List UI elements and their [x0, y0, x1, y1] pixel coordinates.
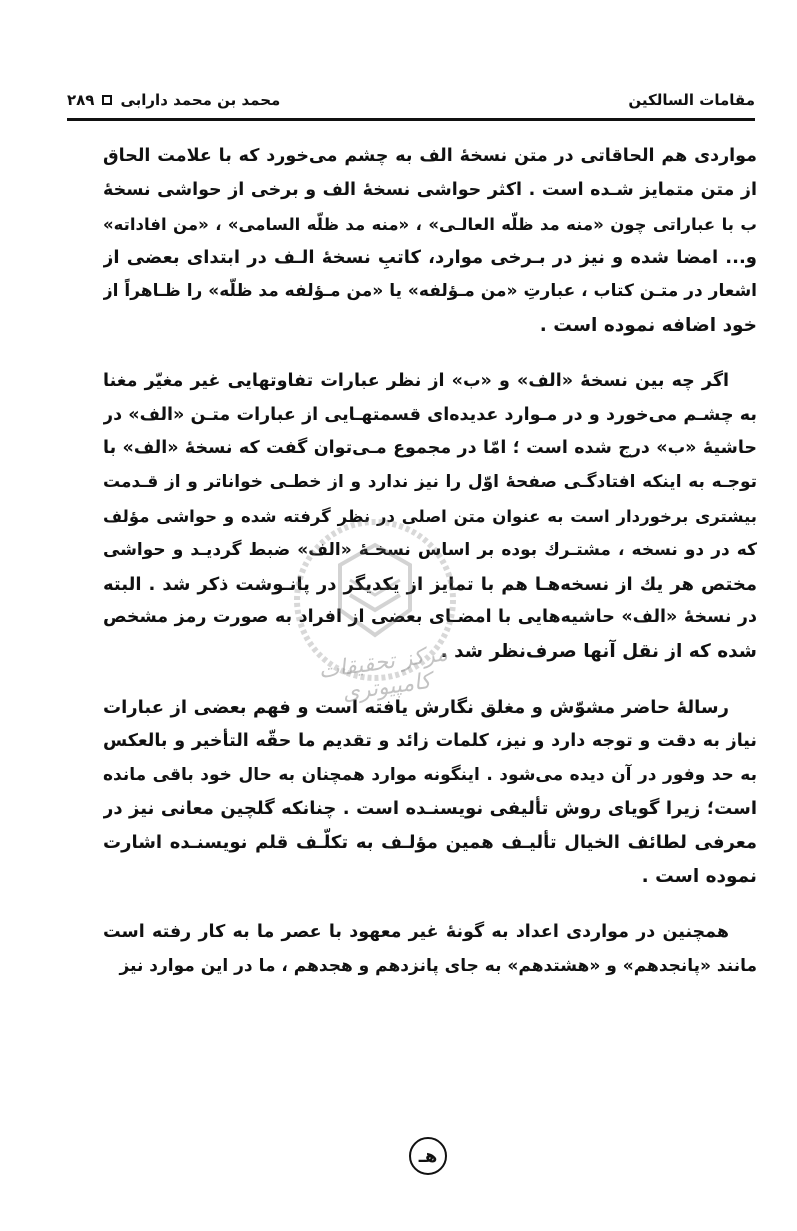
page-number: ۲۸۹	[67, 91, 95, 109]
running-head-book-title: مقامات السالکین	[628, 91, 755, 109]
running-head	[67, 86, 755, 114]
folio-letter: هـ	[418, 1145, 438, 1167]
text-line: توجـه به اینکه افتادگـی صفحهٔ اوّل را نیز ندارد و از خطـی خواناتر و از قـدمت	[103, 472, 757, 493]
paragraph	[103, 916, 757, 984]
text-line: اگر چه بین نسخهٔ «الف» و «ب» از نظر عبارات تفاوتهایی غیر مغیّر مغنا	[103, 370, 729, 391]
text-line: همچنین در مواردی اعداد به گونهٔ غیر معهود با عصر ما به کار رفته است	[103, 921, 729, 942]
text-line: و... امضا شده و نیز در بـرخی موارد، کاتبِ نسخهٔ الـف در ابتدای بعضی از	[103, 247, 757, 269]
watermark-text: مرکز تحقیقات کامپیوتری	[317, 641, 450, 706]
running-head-author-page	[67, 91, 280, 109]
text-line: نموده است .	[641, 865, 757, 887]
text-line: اشعار در متـن کتاب ، عبارتِ «من مـؤلفه» یا «من مـؤلفه مد ظلّه» را ظـاهراً از	[103, 281, 757, 302]
text-line: معرفی لطائف الخیال تألیـف همین مؤلـف به تکلّـف قلم نویسنـده اشارت	[103, 832, 757, 854]
paragraph	[103, 365, 757, 669]
text-line: رسالهٔ حاضر مشوّش و مغلق نگارش یافته است و فهم بعضی از عبارات	[103, 696, 729, 718]
folio-circle	[409, 1137, 447, 1175]
text-line: بیشتری برخوردار است به عنوان متن اصلی در نظر گرفته شده و حواشی مؤلف	[103, 506, 757, 526]
header-rule	[67, 118, 755, 121]
text-line: از متن متمایز شـده است . اکثر حواشی نسخهٔ الف و برخی از حواشی نسخهٔ	[103, 179, 757, 200]
text-line: مختص هر یك از نسخه‌هـا هم با تمایز از یکدیگر در پانـوشت ذکر شد . البته	[103, 573, 757, 595]
text-line: شده که از نقل آنها صرف‌نظر شد .	[440, 641, 757, 663]
text-line: خود اضافه نموده است .	[539, 314, 757, 336]
paragraph	[103, 140, 757, 343]
text-line: است؛ زیرا گویای روش تألیفی نویسنـده است . چنانکه گلچین معانی نیز در	[103, 798, 757, 820]
text-line: در نسخهٔ «الف» حاشیه‌هایی با امضـای بعضی از افراد به صورت رمز مشخص	[103, 607, 757, 628]
text-line: به چشـم می‌خورد و در مـوارد عدیده‌ای قسمتهـایی از عبارات متـن «الف» در	[103, 404, 757, 425]
running-head-author: محمد بن محمد دارابی	[120, 91, 281, 109]
text-line: نیاز به دقت و توجه دارد و نیز، کلمات زائد و تقدیم ما حقّه التأخیر و بالعکس	[103, 730, 757, 751]
paragraph	[103, 691, 757, 894]
text-line: مواردی هم الحاقاتی در متن نسخهٔ الف به چشم می‌خورد که با علامت الحاق	[103, 146, 757, 166]
text-line: به حد وفور در آن دیده می‌شود . اینگونه موارد همچنان به حال خود باقی مانده	[103, 764, 757, 785]
square-separator-icon	[102, 95, 112, 105]
text-line: که در دو نسخه ، مشتـرك بوده بر اساس نسخـهٔ «الف» ضبط گردیـد و حواشی	[103, 539, 757, 560]
text-line: حاشیهٔ «ب» درج شده است ؛ امّا در مجموع مـی‌توان گفت که نسخهٔ «الف» با	[103, 438, 757, 459]
text-line: مانند «پانجدهم» و «هشتدهم» به جای پانزدهم و هجدهم ، ما در این موارد نیز	[119, 955, 757, 976]
body-text	[103, 140, 757, 1005]
text-line: ب با عباراتی چون «منه مد ظلّه العالـی» ، «منه مد ظلّه السامی» ، «من افاداته»	[103, 214, 757, 234]
